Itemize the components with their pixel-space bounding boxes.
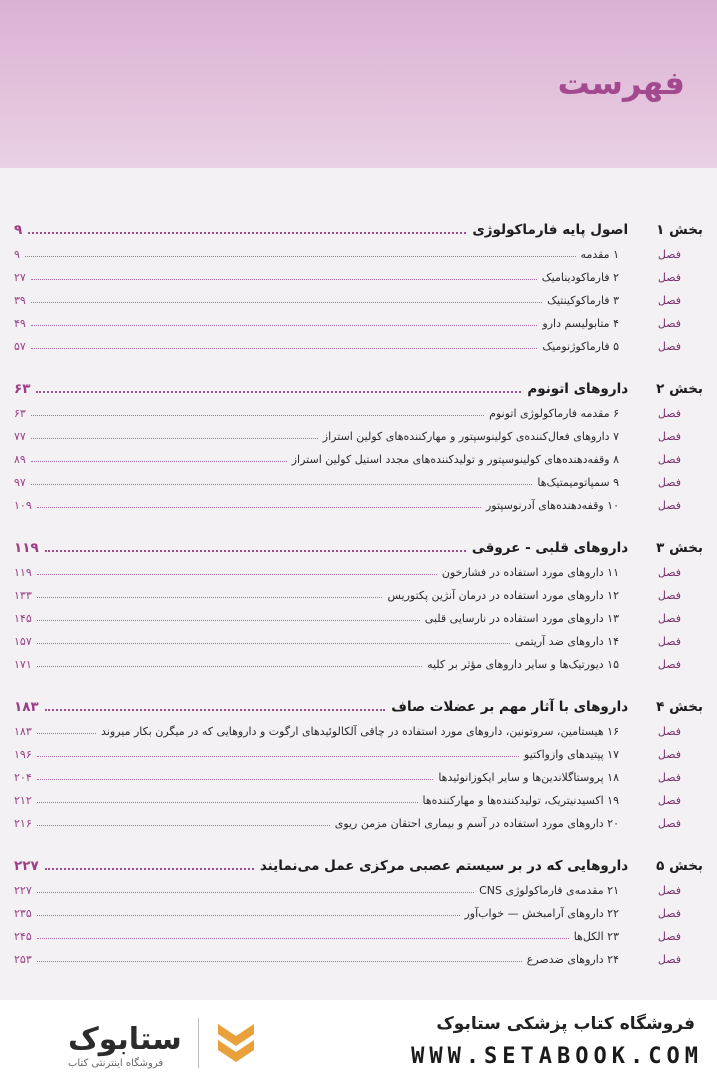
chapter-page-number: ۱۱۹ <box>14 566 32 579</box>
dot-leader <box>31 415 484 416</box>
dot-leader <box>37 779 434 780</box>
chapter-page-number: ۲۳۵ <box>14 907 32 920</box>
chapter-word: فصل <box>657 930 681 943</box>
section-label: بخش ۲ <box>656 381 703 397</box>
chapter-page-number: ۱۷۱ <box>14 658 32 671</box>
chapter-word: فصل <box>657 294 681 307</box>
chapter-row[interactable] <box>14 330 703 353</box>
chapter-page-number: ۱۳۳ <box>14 589 32 602</box>
chapter-row[interactable] <box>14 466 703 489</box>
chapter-title: ۷ داروهای فعال‌کننده‌ی کولینوسپتور و مهارکننده‌های کولین استراز <box>322 430 619 443</box>
section-page-number: ۱۸۳ <box>14 699 39 715</box>
chapter-title: ۵ فارماکوژنومیک <box>542 340 619 353</box>
chapter-word: فصل <box>657 340 681 353</box>
dot-leader <box>31 279 537 280</box>
dot-leader <box>37 597 383 598</box>
dot-leader <box>45 868 254 870</box>
chapter-title: ۸ وقفه‌دهنده‌های کولینوسپتور و تولیدکننده‌های مجدد استیل کولین استراز <box>291 453 619 466</box>
chapter-row[interactable] <box>14 648 703 671</box>
chapter-title: ۲۴ داروهای ضدصرع <box>526 953 619 966</box>
section-label: بخش ۵ <box>656 858 703 874</box>
chapter-title: ۱۲ داروهای مورد استفاده در درمان آنژین پکتوریس <box>387 589 619 602</box>
dot-leader <box>31 302 542 303</box>
table-of-contents <box>14 212 703 984</box>
chapter-page-number: ۳۹ <box>14 294 26 307</box>
section-page-number: ۱۱۹ <box>14 540 39 556</box>
section-title: داروهای با آثار مهم بر عضلات صاف <box>391 699 629 715</box>
chapter-word: فصل <box>657 566 681 579</box>
chapter-title: ۱۱ داروهای مورد استفاده در فشارخون <box>441 566 619 579</box>
chapter-title: ۲۱ مقدمه‌ی فارماکولوژی CNS <box>479 884 619 897</box>
dot-leader <box>37 643 510 644</box>
chapter-word: فصل <box>657 794 681 807</box>
chapter-page-number: ۵۷ <box>14 340 26 353</box>
dot-leader <box>28 232 466 234</box>
chapter-word: فصل <box>657 248 681 261</box>
chapter-word: فصل <box>657 499 681 512</box>
dot-leader <box>37 802 418 803</box>
chapter-row[interactable] <box>14 807 703 830</box>
store-name: فروشگاه کتاب پزشکی ستابوک <box>436 1014 695 1034</box>
chapter-row[interactable] <box>14 943 703 966</box>
dot-leader <box>37 938 569 939</box>
chapter-row[interactable] <box>14 715 703 738</box>
chapter-page-number: ۲۱۶ <box>14 817 32 830</box>
dot-leader <box>36 391 521 393</box>
chapter-row[interactable] <box>14 420 703 443</box>
dot-leader <box>37 892 474 893</box>
chapter-word: فصل <box>657 817 681 830</box>
chapter-word: فصل <box>657 884 681 897</box>
chapter-word: فصل <box>657 271 681 284</box>
chapter-word: فصل <box>657 317 681 330</box>
dot-leader <box>37 507 481 508</box>
chapter-row[interactable] <box>14 738 703 761</box>
chapter-row[interactable] <box>14 261 703 284</box>
chapter-page-number: ۱۹۶ <box>14 748 32 761</box>
chapter-row[interactable] <box>14 579 703 602</box>
chapter-title: ۱۵ دیورتیک‌ها و سایر داروهای مؤثر بر کلیه <box>427 658 619 671</box>
chapter-row[interactable] <box>14 307 703 330</box>
chapter-title: ۱۹ اکسیدنیتریک، تولیدکننده‌ها و مهارکننده‌ها <box>422 794 619 807</box>
section-label: بخش ۳ <box>656 540 703 556</box>
chapter-page-number: ۲۴۵ <box>14 930 32 943</box>
dot-leader <box>45 709 386 711</box>
chapter-word: فصل <box>657 635 681 648</box>
dot-leader <box>45 550 466 552</box>
toc-section <box>14 530 703 671</box>
logo-divider <box>198 1018 199 1068</box>
chapter-word: فصل <box>657 725 681 738</box>
dot-leader <box>37 961 522 962</box>
chapter-title: ۲۲ داروهای آرامبخش — خواب‌آور <box>464 907 619 920</box>
store-url[interactable]: WWW.SETABOOK.COM <box>411 1044 703 1069</box>
chapter-title: ۴ متابولیسم دارو <box>542 317 619 330</box>
dot-leader <box>25 256 576 257</box>
chapter-page-number: ۹ <box>14 248 20 261</box>
dot-leader <box>31 348 538 349</box>
chapter-title: ۶ مقدمه فارماکولوژی اتونوم <box>489 407 619 420</box>
chapter-word: فصل <box>657 430 681 443</box>
chapter-title: ۲ فارماکودینامیک <box>541 271 619 284</box>
toc-section <box>14 212 703 353</box>
toc-section <box>14 848 703 966</box>
chapter-title: ۱ مقدمه <box>580 248 619 261</box>
dot-leader <box>31 438 318 439</box>
chapter-row[interactable] <box>14 443 703 466</box>
section-heading[interactable] <box>14 689 703 715</box>
chapter-page-number: ۲۷ <box>14 271 26 284</box>
section-title: داروهای اتونوم <box>527 381 629 397</box>
chapter-row[interactable] <box>14 897 703 920</box>
dot-leader <box>37 620 420 621</box>
chapter-row[interactable] <box>14 397 703 420</box>
chapter-page-number: ۱۴۵ <box>14 612 32 625</box>
section-label: بخش ۴ <box>656 699 703 715</box>
chapter-title: ۹ سمپاتومیمتیک‌ها <box>537 476 619 489</box>
section-heading[interactable] <box>14 530 703 556</box>
dot-leader <box>31 484 533 485</box>
chapter-title: ۳ فارماکوکینتیک <box>547 294 619 307</box>
chapter-row[interactable] <box>14 602 703 625</box>
dot-leader <box>37 733 96 734</box>
toc-section <box>14 371 703 512</box>
page-title: فهرست <box>557 64 685 102</box>
chapter-page-number: ۱۵۷ <box>14 635 32 648</box>
chapter-title: ۱۴ داروهای ضد آریتمی <box>514 635 619 648</box>
chapter-page-number: ۲۱۲ <box>14 794 32 807</box>
chapter-row[interactable] <box>14 761 703 784</box>
chapter-word: فصل <box>657 748 681 761</box>
chapter-title: ۱۸ پروستاگلاندین‌ها و سایر ایکوزانوئیدها <box>438 771 619 784</box>
store-logo <box>28 1014 288 1072</box>
store-footer <box>0 1000 717 1080</box>
logo-chevron-icon <box>216 1016 256 1066</box>
toc-section <box>14 689 703 830</box>
chapter-title: ۲۰ داروهای مورد استفاده در آسم و بیماری احتقان مزمن ریوی <box>334 817 619 830</box>
logo-text: ستابوک <box>68 1022 182 1057</box>
section-label: بخش ۱ <box>656 222 703 238</box>
chapter-word: فصل <box>657 453 681 466</box>
chapter-title: ۱۳ داروهای مورد استفاده در نارسایی قلبی <box>424 612 619 625</box>
chapter-row[interactable] <box>14 489 703 512</box>
dot-leader <box>37 825 330 826</box>
chapter-page-number: ۶۳ <box>14 407 26 420</box>
chapter-title: ۲۳ الکل‌ها <box>573 930 619 943</box>
chapter-page-number: ۲۵۳ <box>14 953 32 966</box>
chapter-title: ۱۷ پپتیدهای وازواکتیو <box>524 748 619 761</box>
chapter-page-number: ۴۹ <box>14 317 26 330</box>
section-title: داروهایی که در بر سیستم عصبی مرکزی عمل می‌نمایند <box>259 858 629 874</box>
chapter-row[interactable] <box>14 784 703 807</box>
chapter-row[interactable] <box>14 556 703 579</box>
section-heading[interactable] <box>14 848 703 874</box>
chapter-row[interactable] <box>14 238 703 261</box>
dot-leader <box>31 325 538 326</box>
logo-subtitle: فروشگاه اینترنتی کتاب <box>68 1058 164 1069</box>
chapter-row[interactable] <box>14 625 703 648</box>
dot-leader <box>37 756 519 757</box>
chapter-word: فصل <box>657 771 681 784</box>
chapter-title: ۱۶ هیستامین، سروتونین، داروهای مورد استفاده در چاقی آلکالوئیدهای ارگوت و داروهایی که در میگرن بکار میروند <box>101 725 619 738</box>
section-title: اصول پایه فارماکولوژی <box>472 222 629 238</box>
section-page-number: ۶۳ <box>14 381 31 397</box>
section-page-number: ۲۲۷ <box>14 858 39 874</box>
dot-leader <box>31 461 287 462</box>
chapter-page-number: ۹۷ <box>14 476 26 489</box>
chapter-word: فصل <box>657 907 681 920</box>
dot-leader <box>37 915 460 916</box>
chapter-word: فصل <box>657 612 681 625</box>
chapter-page-number: ۱۸۳ <box>14 725 32 738</box>
chapter-word: فصل <box>657 953 681 966</box>
chapter-row[interactable] <box>14 284 703 307</box>
chapter-page-number: ۲۲۷ <box>14 884 32 897</box>
chapter-page-number: ۸۹ <box>14 453 26 466</box>
section-heading[interactable] <box>14 212 703 238</box>
chapter-word: فصل <box>657 589 681 602</box>
dot-leader <box>37 574 437 575</box>
chapter-page-number: ۲۰۴ <box>14 771 32 784</box>
section-title: داروهای قلبی - عروقی <box>471 540 629 556</box>
dot-leader <box>37 666 422 667</box>
chapter-page-number: ۱۰۹ <box>14 499 32 512</box>
chapter-row[interactable] <box>14 874 703 897</box>
chapter-word: فصل <box>657 658 681 671</box>
section-heading[interactable] <box>14 371 703 397</box>
chapter-title: ۱۰ وقفه‌دهنده‌های آدرنوسپتور <box>485 499 619 512</box>
chapter-page-number: ۷۷ <box>14 430 26 443</box>
header-banner <box>0 0 717 168</box>
chapter-word: فصل <box>657 407 681 420</box>
section-page-number: ۹ <box>14 222 23 238</box>
chapter-row[interactable] <box>14 920 703 943</box>
chapter-word: فصل <box>657 476 681 489</box>
